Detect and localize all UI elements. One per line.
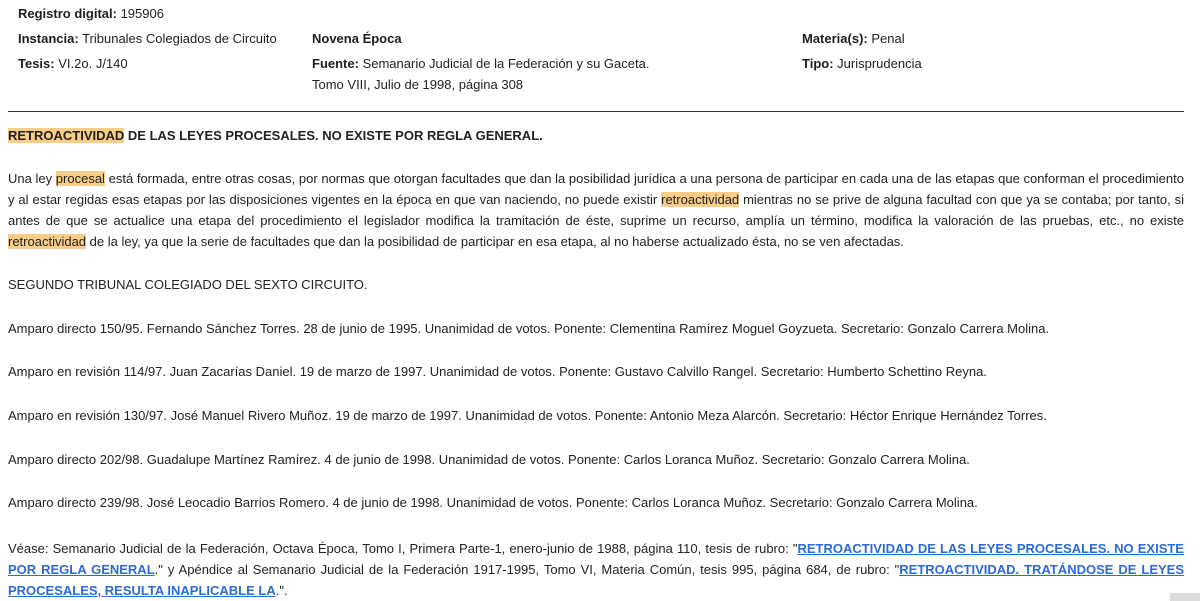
highlight-retroactividad: retroactividad xyxy=(8,234,87,249)
precedent: Amparo directo 239/98. José Leocadio Barrios Romero. 4 de junio de 1998. Unanimidad de votos. Ponente: Carlos Loranca Muñoz. Secretario: Gonzalo Carrera Molina. xyxy=(8,495,978,510)
precedent: Amparo en revisión 130/97. José Manuel Rivero Muñoz. 19 de marzo de 1997. Unanimidad de votos. Ponente: Antonio Meza Alarcón. Secretario: Héctor Enrique Hernández Torres. xyxy=(8,408,1047,423)
epoca xyxy=(312,31,402,47)
divider xyxy=(8,111,1184,112)
highlight-retroactividad: retroactividad xyxy=(661,192,740,207)
fuente-label: Fuente: xyxy=(312,56,359,71)
metadata-block xyxy=(0,0,1200,110)
fuente-tomo: Tomo VIII, Julio de 1998, página 308 xyxy=(312,77,524,92)
epoca-value: Novena Época xyxy=(312,31,402,46)
title-rest: DE LAS LEYES PROCESALES. NO EXISTE POR REGLA GENERAL. xyxy=(124,128,543,143)
vease-link-1[interactable]: RETROACTIVIDAD DE LAS LEYES PROCESALES. NO EXISTE POR REGLA GENERAL xyxy=(8,541,1184,577)
vease-text: ." y Apéndice al Semanario Judicial de la Federación 1917-1995, Tomo VI, Materia Común, tesis 995, página 684, de rubro: " xyxy=(154,562,900,577)
body-text: Una ley xyxy=(8,171,56,186)
tipo xyxy=(802,56,922,72)
body-text: mientras no se prive de alguna facultad con que ya se contaba; por tanto, si antes de que se actualice una etapa del procedimiento el legislador modifica la tramitación de éste, suprime un recurso, amplía un término, modifica la valoración de las pruebas, etc., no existe xyxy=(8,192,1184,228)
materia-label: Materia(s): xyxy=(802,31,868,46)
precedent: Amparo directo 150/95. Fernando Sánchez Torres. 28 de junio de 1995. Unanimidad de votos. Ponente: Clementina Ramírez Moguel Goyzueta. Secretario: Gonzalo Carrera Molina. xyxy=(8,321,1050,336)
vease-link-2[interactable]: RETROACTIVIDAD. TRATÁNDOSE DE LEYES PROCESALES, RESULTA INAPLICABLE LA xyxy=(8,562,1185,598)
fuente xyxy=(312,56,649,72)
vease-text: Véase: Semanario Judicial de la Federación, Octava Época, Tomo I, Primera Parte-1, enero-junio de 1988, página 110, tesis de rubro: " xyxy=(8,541,798,556)
thesis-body xyxy=(8,168,1184,252)
registro-value: 195906 xyxy=(120,6,164,21)
tesis-label: Tesis: xyxy=(18,56,55,71)
fuente-value: Semanario Judicial de la Federación y su Gaceta. xyxy=(362,56,650,71)
instancia-label: Instancia: xyxy=(18,31,79,46)
tipo-label: Tipo: xyxy=(802,56,834,71)
highlight-procesal: procesal xyxy=(55,171,105,186)
instancia xyxy=(18,31,277,47)
instancia-value: Tribunales Colegiados de Circuito xyxy=(82,31,277,46)
vease-note xyxy=(8,538,1184,601)
tipo-value: Jurisprudencia xyxy=(837,56,922,71)
body-text: está formada, entre otras cosas, por normas que otorgan facultades que dan la posibilidad jurídica a una persona de participar en cada una de las etapas que conforman el procedimiento y al estar regidas esas etapas por las disposiciones vigentes en la época en que van naciendo, no puede existir xyxy=(8,171,1184,207)
materia xyxy=(802,31,905,47)
tesis-value: VI.2o. J/140 xyxy=(58,56,128,71)
tribunal: SEGUNDO TRIBUNAL COLEGIADO DEL SEXTO CIRCUITO. xyxy=(8,277,368,292)
tesis xyxy=(18,56,128,72)
precedent: Amparo directo 202/98. Guadalupe Martínez Ramírez. 4 de junio de 1998. Unanimidad de votos. Ponente: Carlos Loranca Muñoz. Secretario: Gonzalo Carrera Molina. xyxy=(8,452,970,467)
thesis-title xyxy=(8,127,543,145)
scrollbar-corner xyxy=(1170,593,1200,601)
registro-digital xyxy=(18,6,164,22)
title-highlight: RETROACTIVIDAD xyxy=(8,128,125,143)
registro-label: Registro digital: xyxy=(18,6,117,21)
body-text: de la ley, ya que la serie de facultades que dan la posibilidad de participar en esa etapa, al no haberse actualizado ésta, no se ven afectadas. xyxy=(86,234,904,249)
vease-text: .". xyxy=(275,583,288,598)
precedent: Amparo en revisión 114/97. Juan Zacarías Daniel. 19 de marzo de 1997. Unanimidad de votos. Ponente: Gustavo Calvillo Rangel. Secretario: Humberto Schettino Reyna. xyxy=(8,364,987,379)
materia-value: Penal xyxy=(871,31,905,46)
